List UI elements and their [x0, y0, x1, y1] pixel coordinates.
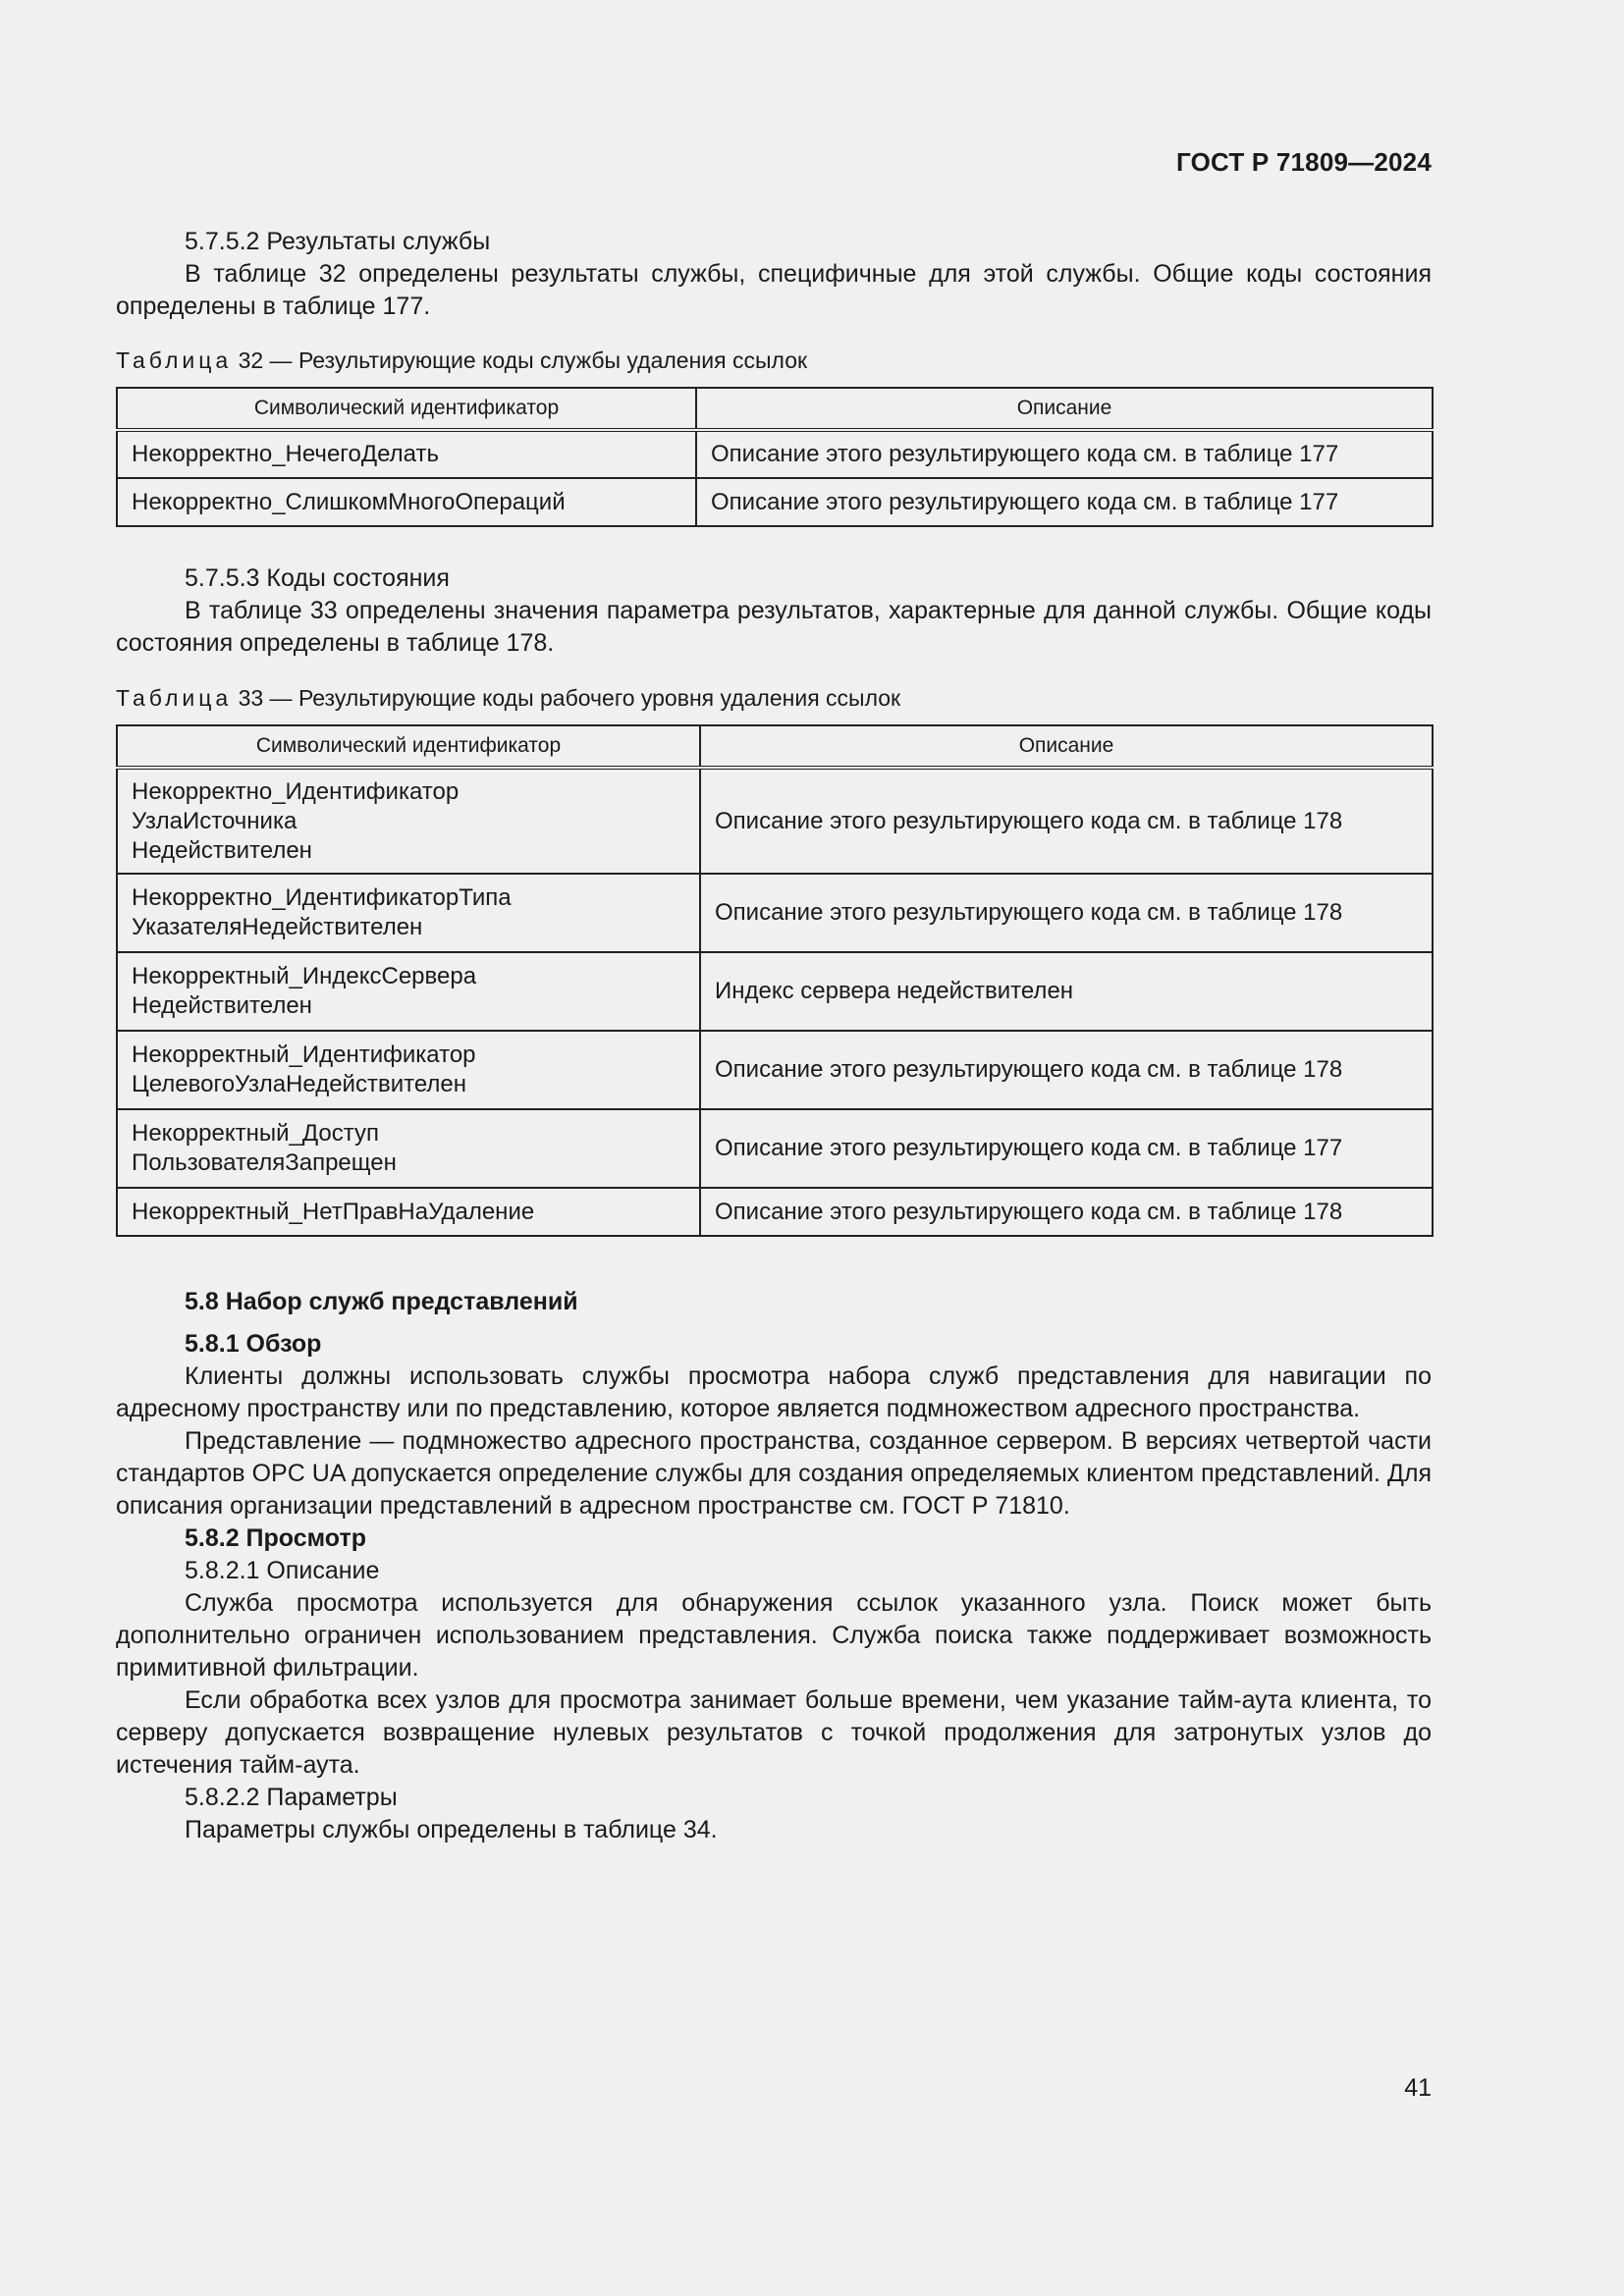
section-heading: 5.7.5.2 Результаты службы — [185, 228, 491, 255]
column-header: Описание — [700, 725, 1433, 768]
table-row — [117, 478, 1433, 526]
table-row — [117, 952, 1433, 1031]
document-code: ГОСТ Р 71809—2024 — [1176, 147, 1432, 177]
column-header: Описание — [696, 388, 1433, 430]
section-5-7-5-3 — [116, 562, 1432, 660]
paragraph: В таблице 32 определены результаты службы, специфичные для этой службы. Общие коды состояния определены в таблице 177. — [116, 260, 1432, 320]
paragraph: Если обработка всех узлов для просмотра занимает больше времени, чем указание тайм-аута клиента, то серверу допускается возвращение нулевых результатов с точкой продолжения для затронутых узлов до истечения тайм-аута. — [116, 1686, 1432, 1779]
table-row — [117, 1109, 1433, 1188]
section-heading: 5.8.2.1 Описание — [185, 1557, 380, 1584]
page-number: 41 — [1404, 2074, 1432, 2102]
table-cell: Описание этого результирующего кода см. в таблице 178 — [700, 1188, 1433, 1236]
paragraph: Клиенты должны использовать службы просмотра набора служб представления для навигации по адресному пространству или по представлению, которое является подмножеством адресного пространства. — [116, 1362, 1432, 1422]
table-cell: Некорректный_Идентификатор ЦелевогоУзлаНедействителен — [117, 1031, 700, 1109]
table-caption-prefix: Таблица — [116, 347, 233, 373]
section-heading: 5.8 Набор служб представлений — [185, 1288, 578, 1315]
table-32-block — [116, 346, 1432, 527]
table-header-row — [117, 725, 1433, 768]
table-33-block — [116, 683, 1432, 1237]
table-row — [117, 768, 1433, 874]
paragraph: В таблице 33 определены значения параметра результатов, характерные для данной службы. Общие коды состояния определены в таблице 178. — [116, 597, 1432, 657]
table-cell: Описание этого результирующего кода см. в таблице 177 — [700, 1109, 1433, 1188]
document-page — [116, 0, 1432, 2296]
table-caption-text: 33 — Результирующие коды рабочего уровня удаления ссылок — [238, 685, 901, 711]
paragraph: Параметры службы определены в таблице 34. — [185, 1816, 718, 1843]
table-caption-text: 32 — Результирующие коды службы удаления ссылок — [238, 347, 808, 373]
table-row — [117, 1031, 1433, 1109]
column-header: Символический идентификатор — [117, 388, 696, 430]
table-cell: Некорректный_ИндексСервера Недействителен — [117, 952, 700, 1031]
paragraph: Служба просмотра используется для обнаружения ссылок указанного узла. Поиск может быть дополнительно ограничен использованием представления. Служба поиска также поддерживает возможность примитивной фильтрации. — [116, 1589, 1432, 1682]
table-cell: Некорректно_НечегоДелать — [117, 430, 696, 478]
table-cell: Некорректный_Доступ ПользователяЗапрещен — [117, 1109, 700, 1188]
table-cell: Описание этого результирующего кода см. в таблице 177 — [696, 478, 1433, 526]
table-cell: Некорректно_СлишкомМногоОпераций — [117, 478, 696, 526]
section-5-8 — [116, 1286, 1432, 1846]
section-heading: 5.8.2 Просмотр — [185, 1524, 366, 1552]
table-row — [117, 430, 1433, 478]
paragraph: Представление — подмножество адресного пространства, созданное сервером. В версиях четвертой части стандартов OPC UA допускается определение службы для создания определяемых клиентом представлений. Для описания организации представлений в адресном пространстве см. ГОСТ Р 71810. — [116, 1427, 1432, 1520]
table-cell: Некорректно_ИдентификаторТипа УказателяНедействителен — [117, 874, 700, 952]
table-cell: Описание этого результирующего кода см. в таблице 178 — [700, 874, 1433, 952]
column-header: Символический идентификатор — [117, 725, 700, 768]
section-heading: 5.8.1 Обзор — [185, 1330, 322, 1358]
section-heading: 5.7.5.3 Коды состояния — [185, 564, 450, 592]
table-cell: Индекс сервера недействителен — [700, 952, 1433, 1031]
table-cell: Некорректный_НетПравНаУдаление — [117, 1188, 700, 1236]
table-cell: Описание этого результирующего кода см. в таблице 177 — [696, 430, 1433, 478]
table-33 — [116, 724, 1434, 1237]
table-32 — [116, 387, 1434, 527]
table-cell: Описание этого результирующего кода см. в таблице 178 — [700, 768, 1433, 874]
table-row — [117, 1188, 1433, 1236]
table-cell: Описание этого результирующего кода см. в таблице 178 — [700, 1031, 1433, 1109]
section-heading: 5.8.2.2 Параметры — [185, 1784, 398, 1811]
section-5-7-5-2 — [116, 226, 1432, 323]
table-caption-prefix: Таблица — [116, 685, 233, 711]
table-row — [117, 874, 1433, 952]
table-header-row — [117, 388, 1433, 430]
table-caption — [116, 683, 1432, 713]
table-cell: Некорректно_Идентификатор УзлаИсточника Недействителен — [117, 768, 700, 874]
table-caption — [116, 346, 1432, 375]
